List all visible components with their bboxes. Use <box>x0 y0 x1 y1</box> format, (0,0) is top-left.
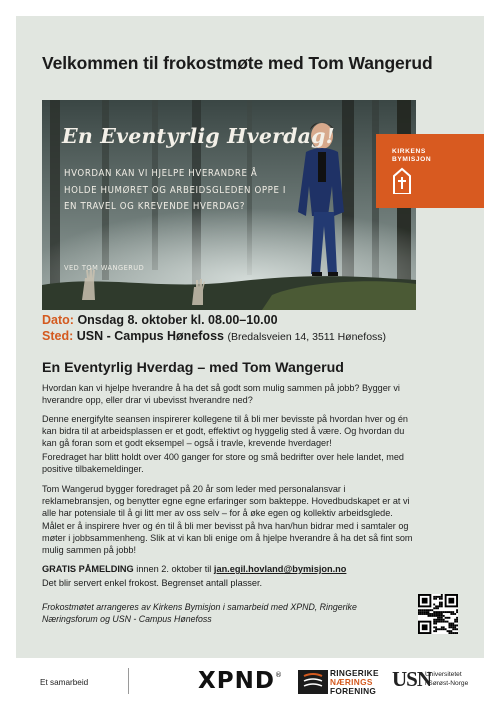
ringerike-naeringsforening-logo <box>330 669 379 695</box>
event-place <box>42 329 386 343</box>
kirkens-bymisjon-logo <box>376 134 484 208</box>
ringerike-naeringsforening-logo-icon <box>298 670 328 694</box>
paragraph-intro: Hvordan kan vi hjelpe hverandre å ha det så godt som mulig sammen på jobb? Bygger vi hverandre opp, eller drar vi ubevisst hverandre ned? <box>42 383 400 406</box>
event-banner <box>42 100 416 310</box>
breakfast-note: Det blir servert enkel frokost. Begrenset antall plasser. <box>42 578 263 588</box>
org-name <box>392 148 431 164</box>
section-heading: En Eventyrlig Hverdag – med Tom Wangerud <box>42 360 344 376</box>
paragraph-description: Denne energifylte seansen inspirerer kollegene til å bli mer bevisste på hvordan hver og én kan bidra til at arbeidsplassen er et godt, effektivt og hyggelig sted å være. Og hvordan du kan gå foran som et godt eksempel – også i travle, krevende hverdager! <box>42 414 408 449</box>
usn-line2: i Sørøst-Norge <box>425 679 469 687</box>
rnf-line2: NÆRINGS <box>330 676 373 687</box>
signup-email-link[interactable]: jan.egil.hovland@bymisjon.no <box>213 564 347 574</box>
usn-logo-mark: USN <box>392 667 432 691</box>
org-name-line2: BYMISJON <box>392 156 432 163</box>
paragraph-track-record: Foredraget har blitt holdt over 400 ganger for store og små bedrifter over hele landet, med positive tilbakemeldinger. <box>42 452 404 475</box>
banner-subtitle: HVORDAN KAN VI HJELPE HVERANDRE Å HOLDE HUMØRET OG ARBEIDSGLEDEN OPPE I EN TRAVEL OG KREVENDE HVERDAG? <box>64 168 286 212</box>
xpnd-registered-mark: ® <box>274 671 283 679</box>
organizers-note: Frokostmøtet arrangeres av Kirkens Bymisjon i samarbeid med XPND, Ringerike Næringsforum og USN - Campus Hønefoss <box>42 602 357 624</box>
usn-line1: Universitetet <box>425 671 462 678</box>
page-title: Velkommen til frokostmøte med Tom Wangerud <box>42 53 433 73</box>
place-address: (Bredalsveien 14, 3511 Hønefoss) <box>227 331 387 343</box>
rnf-line3: FORENING <box>330 685 377 696</box>
signup-deadline: innen 2. oktober til <box>133 564 214 574</box>
place-label: Sted: <box>42 329 74 343</box>
date-value: Onsdag 8. oktober kl. 08.00–10.00 <box>77 313 278 327</box>
place-value: USN - Campus Hønefoss <box>76 329 224 343</box>
signup-free-label: GRATIS PÅMELDING <box>42 564 134 574</box>
xpnd-logo <box>198 668 283 694</box>
footer-collaboration-label: Et samarbeid <box>40 678 89 687</box>
banner-title: En Eventyrlig Hverdag! <box>62 124 335 148</box>
rnf-line1: RINGERIKE <box>330 668 379 678</box>
xpnd-wordmark: XPND <box>198 668 275 694</box>
org-name-line1: KIRKENS <box>392 148 426 155</box>
building-cross-icon <box>392 166 412 194</box>
banner-byline: VED TOM WANGERUD <box>64 264 145 272</box>
signup-line <box>42 564 346 574</box>
usn-logo-text <box>425 671 468 688</box>
paragraph-background: Tom Wangerud bygger foredraget på 20 år som leder med personalansvar i reklamebransjen, og benytter egne egne erfaringer som bakteppe. Hovedbudskapet er at vi alle har potensiale til å gi litt mer av oss selv – for å øke egen og kollektiv arbeidsglede. Målet er å inspirere hver og én til å bli mer bevisst på hva han/hun bidrar med i samtaler og møter i jobbsammenheng. Slik at vi kan bli enige om å hjelpe hverandre å ha det så fint som mulig sammen på jobb! <box>42 484 413 556</box>
footer-divider <box>128 668 129 694</box>
qr-code[interactable] <box>418 594 458 634</box>
event-date <box>42 313 278 327</box>
date-label: Dato: <box>42 313 74 327</box>
